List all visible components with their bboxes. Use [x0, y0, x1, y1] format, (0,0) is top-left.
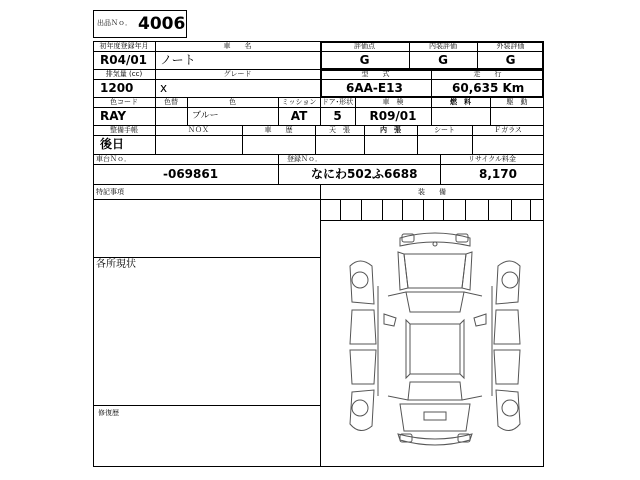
- color-change-label: 色替: [164, 98, 178, 106]
- car-name-value: ノート: [160, 53, 196, 67]
- model-value: 6AA-E13: [346, 81, 403, 95]
- mileage-value: 60,635 Km: [452, 81, 525, 95]
- lot-number-box: [93, 10, 187, 38]
- mileage-label: 走 行: [473, 70, 502, 78]
- inspection-label: 車 検: [382, 98, 404, 106]
- exterior-score-value: G: [505, 53, 516, 67]
- score-label: 評価点: [354, 42, 375, 50]
- car-name-label: 車 名: [223, 42, 252, 50]
- recycle-label: リサイクル料金: [467, 155, 517, 163]
- equipment-label: 装 備: [418, 188, 446, 196]
- displacement-value: 1200: [100, 81, 134, 95]
- lot-number-value: 4006: [138, 14, 186, 34]
- fuel-label: 燃 料: [450, 98, 471, 106]
- first-reg-value: R04/01: [100, 53, 148, 67]
- color-code-label: 色コード: [110, 98, 138, 106]
- glass-label: Ｆガラス: [494, 126, 522, 134]
- inspection-value: R09/01: [369, 109, 417, 123]
- car-body-diagram-icon: [340, 226, 530, 451]
- doors-value: 5: [333, 109, 342, 123]
- interior-score-label: 内装評価: [429, 42, 457, 50]
- score-value: G: [359, 53, 370, 67]
- grade-value: x: [160, 81, 168, 95]
- grade-label: グレード: [223, 70, 252, 78]
- maintenance-value: 後日: [100, 137, 125, 151]
- repair-history-label: 修復歴: [98, 409, 119, 417]
- first-reg-label: 初年度登録年月: [99, 42, 149, 50]
- history-label: 車 歴: [264, 126, 293, 134]
- notes-label: 特記事項: [96, 188, 124, 196]
- lot-number-label: 出品Ｎｏ．: [97, 19, 132, 27]
- exterior-score-label: 外装評価: [496, 42, 525, 50]
- interior-score-value: G: [438, 53, 448, 67]
- color-label: 色: [229, 98, 236, 106]
- seat-label: シート: [434, 126, 455, 134]
- interior-trim-label: 内 張: [380, 126, 401, 134]
- model-label: 型 式: [361, 70, 390, 78]
- transmission-value: AT: [290, 109, 308, 123]
- color-value: ブルー: [192, 111, 219, 121]
- sunroof-label: 天 張: [329, 126, 350, 134]
- displacement-label: 排気量 (cc): [105, 70, 143, 78]
- nox-label: ＮＯＸ: [188, 126, 209, 134]
- color-code-value: RAY: [100, 109, 127, 123]
- maintenance-label: 整備手帳: [110, 126, 138, 134]
- chassis-value: -069861: [163, 167, 219, 181]
- chassis-label: 車台Ｎｏ．: [96, 155, 131, 163]
- current-condition-label: 各所現状: [96, 259, 136, 270]
- registration-label: 登録Ｎｏ．: [287, 155, 322, 163]
- transmission-label: ミッション: [281, 98, 317, 106]
- doors-label: ドア･形状: [321, 98, 354, 106]
- recycle-value: 8,170: [479, 167, 517, 181]
- registration-value: なにわ502ふ6688: [311, 167, 418, 181]
- drive-label: 駆 動: [506, 98, 528, 106]
